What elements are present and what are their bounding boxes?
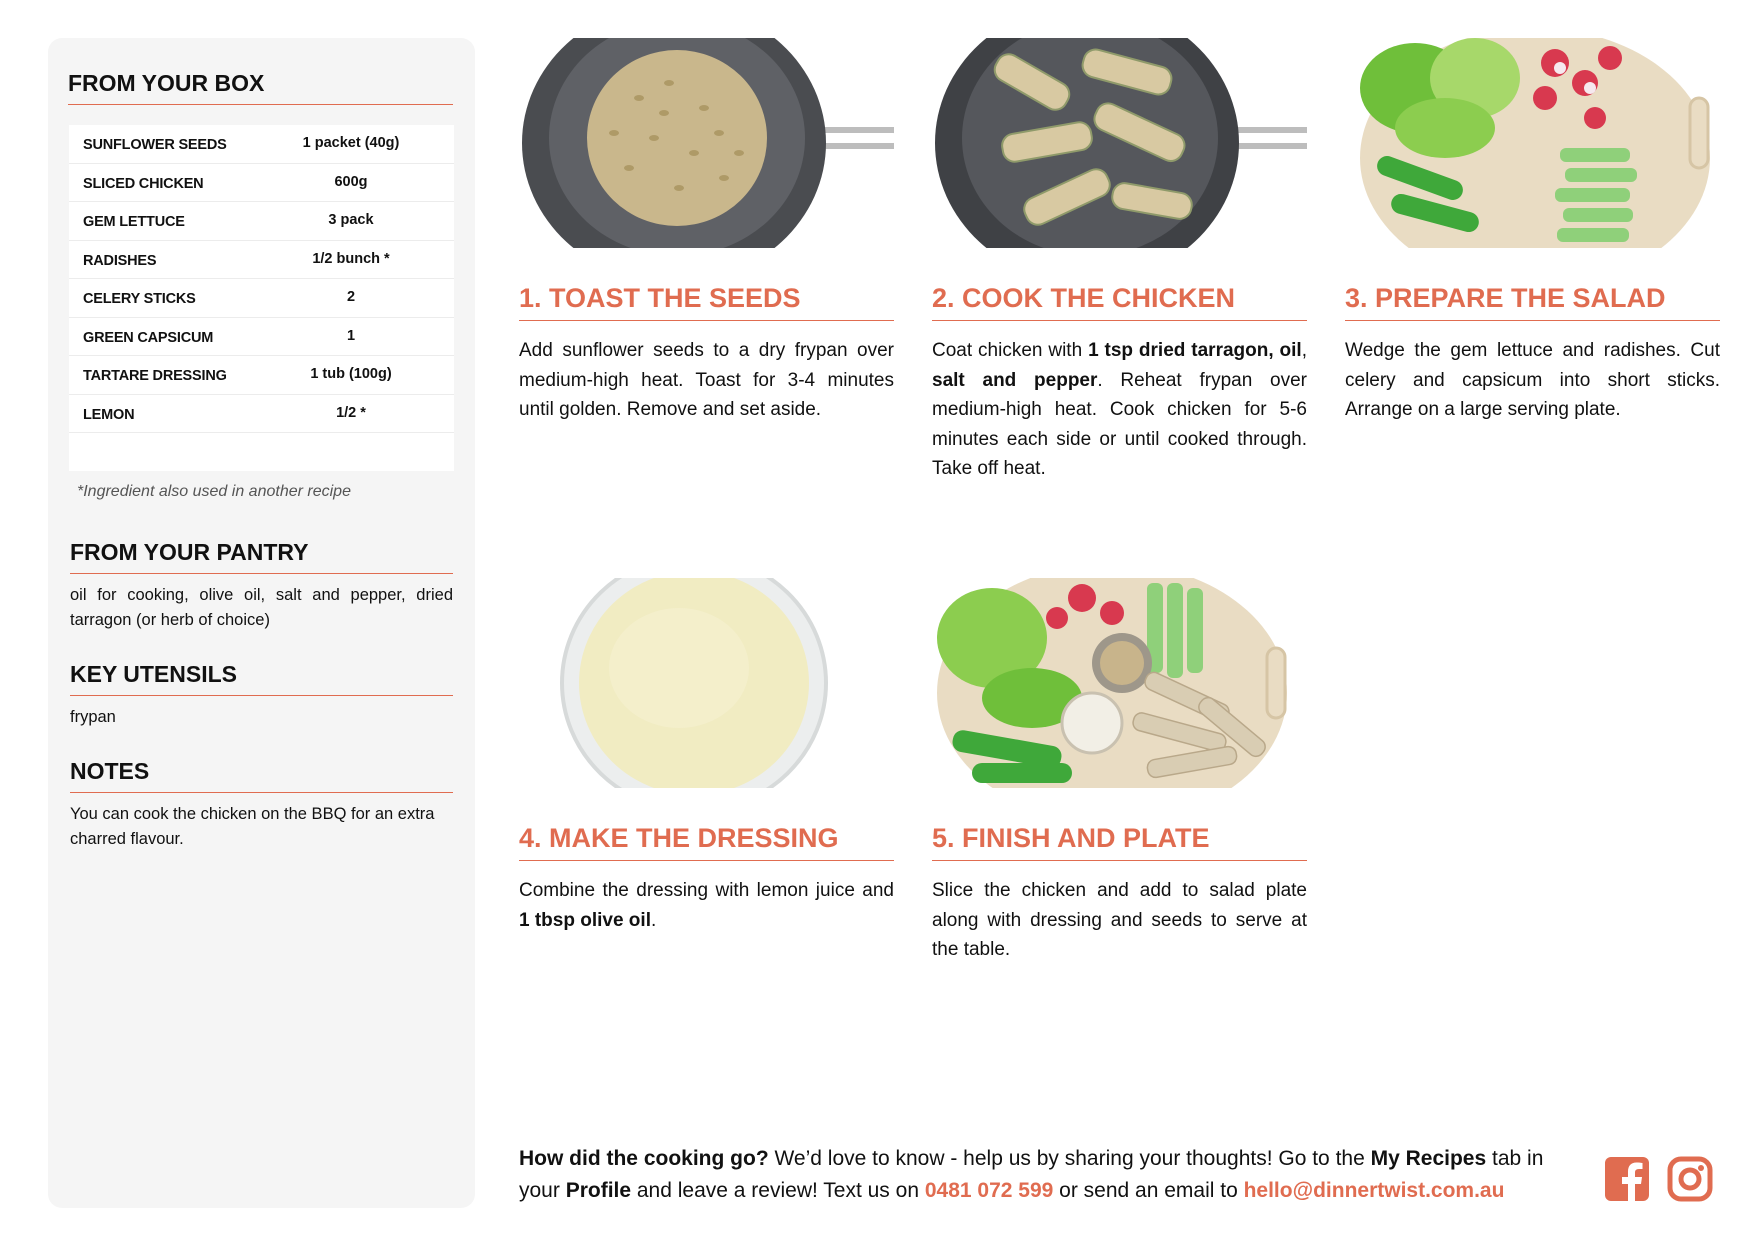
table-row — [69, 241, 454, 280]
ingredient-qty: 1/2 bunch * — [312, 250, 390, 267]
step-2 — [932, 38, 1307, 488]
step-3-title: 3. PREPARE THE SALAD — [1345, 283, 1720, 321]
my-recipes-label: My Recipes — [1370, 1147, 1487, 1170]
table-row — [69, 164, 454, 203]
key-utensils-heading: KEY UTENSILS — [70, 661, 453, 696]
pantry-text: oil for cooking, olive oil, salt and pepper, dried tarragon (or herb of choice) — [70, 586, 453, 629]
step-2-text — [932, 336, 1307, 484]
finished-plate-icon — [932, 578, 1307, 788]
from-your-box-heading: FROM YOUR BOX — [68, 70, 453, 105]
ingredient-name: RADISHES — [83, 252, 157, 269]
step-4-text-part: . — [650, 909, 657, 931]
feedback-lead: How did the cooking go? — [519, 1147, 769, 1170]
ingredient-name: GEM LETTUCE — [83, 214, 185, 230]
table-row — [69, 202, 454, 241]
step-4-bold-part: 1 tbsp olive oil — [519, 909, 651, 931]
step-3 — [1345, 38, 1720, 438]
frypan-with-seeds-icon — [519, 38, 894, 248]
ingredient-qty: 1 — [346, 327, 356, 344]
step-5-title: 5. FINISH AND PLATE — [932, 823, 1307, 861]
table-row — [69, 395, 454, 434]
ingredient-name: TARTARE DRESSING — [83, 368, 227, 384]
step-4-text-part: Combine the dressing with lemon juice and — [519, 880, 894, 901]
notes-heading: NOTES — [70, 758, 453, 793]
feedback-part: We’d love to know - help us by sharing your thoughts! Go to the — [768, 1147, 1371, 1170]
step-5 — [932, 578, 1307, 968]
email-link[interactable]: hello@dinnertwist.com.au — [1243, 1178, 1505, 1202]
feedback-part: and leave a review! Text us on — [631, 1178, 925, 1202]
ingredient-footnote: *Ingredient also used in another recipe — [77, 483, 351, 500]
notes-text: You can cook the chicken on the BBQ for an extra charred flavour. — [70, 805, 435, 848]
step-1-title: 1. TOAST THE SEEDS — [519, 283, 894, 321]
feedback-text — [519, 1143, 1589, 1206]
step-1 — [519, 38, 894, 438]
table-row — [69, 125, 454, 164]
ingredient-name: CELERY STICKS — [83, 291, 196, 307]
ingredient-qty: 3 pack — [328, 212, 374, 228]
step-5-text: Slice the chicken and add to salad plate along with dressing and seeds to serve at the table. — [932, 880, 1307, 960]
step-2-text-part: . Reheat frypan over medium-high heat. Cook chicken for 5-6 minutes each side or until cooked through. Take off heat. — [932, 369, 1307, 479]
ingredient-qty: 2 — [346, 289, 356, 305]
ingredient-name: SLICED CHICKEN — [83, 175, 204, 192]
ingredient-qty: 1 packet (40g) — [302, 135, 400, 151]
step-2-title: 2. COOK THE CHICKEN — [932, 283, 1307, 321]
feedback-part: or send an email to — [1053, 1178, 1244, 1202]
ingredients-panel — [48, 38, 475, 1208]
ingredient-name: LEMON — [83, 406, 135, 423]
phone-link[interactable]: 0481 072 599 — [924, 1178, 1054, 1202]
feedback-part: tab in your — [519, 1147, 1544, 1202]
ingredient-name: GREEN CAPSICUM — [83, 329, 214, 346]
table-row — [69, 318, 454, 357]
salad-platter-icon — [1345, 38, 1720, 248]
dressing-bowl-icon — [519, 578, 894, 788]
instagram-icon[interactable] — [1667, 1156, 1713, 1202]
frypan-with-chicken-icon — [932, 38, 1307, 248]
ingredient-qty: 1/2 * — [336, 404, 366, 421]
ingredient-qty: 1 tub (100g) — [310, 366, 392, 382]
step-2-bold-part: salt and pepper — [932, 369, 1098, 391]
ingredients-table — [69, 125, 454, 471]
ingredient-qty: 600g — [334, 173, 368, 190]
step-3-text: Wedge the gem lettuce and radishes. Cut celery and capsicum into short sticks. Arrange on a large serving plate. — [1345, 340, 1720, 420]
from-your-pantry-heading: FROM YOUR PANTRY — [70, 539, 453, 574]
step-1-text: Add sunflower seeds to a dry frypan over medium-high heat. Toast for 3-4 minutes until golden. Remove and set aside. — [519, 340, 894, 420]
step-2-bold-part: 1 tsp dried tarragon, oil — [1088, 340, 1302, 361]
step-4-text — [519, 876, 894, 935]
facebook-icon[interactable] — [1604, 1156, 1650, 1202]
step-2-text-part: , — [1301, 340, 1307, 361]
table-row — [69, 356, 454, 395]
ingredient-name: SUNFLOWER SEEDS — [83, 137, 227, 153]
profile-label: Profile — [565, 1178, 632, 1202]
step-4 — [519, 578, 894, 938]
utensils-text: frypan — [70, 708, 116, 726]
table-row — [69, 279, 454, 318]
step-4-title: 4. MAKE THE DRESSING — [519, 823, 894, 861]
step-2-text-part: Coat chicken with — [932, 340, 1089, 361]
